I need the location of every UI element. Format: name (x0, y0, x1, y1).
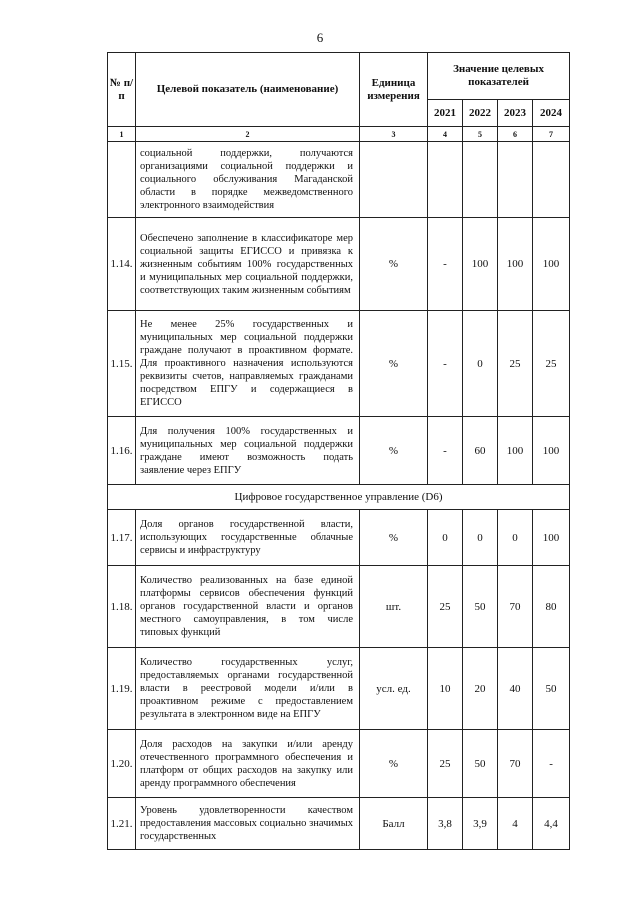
indicator-name: Для получения 100% государственных и муниципальных мер социальной поддержки граждане имеют возможность подать заявление через ЕПГУ (136, 417, 360, 485)
column-number: 2 (136, 127, 360, 142)
row-number: 1.17. (108, 510, 136, 566)
header-col-num: № п/п (108, 53, 136, 127)
value-2022 (463, 142, 498, 218)
table-row (108, 142, 570, 218)
table-row (108, 648, 570, 730)
indicator-name: социальной поддержки, получаются организациями социальной поддержки и социального обслуживания Магаданской области в порядке межведомственного электронного взаимодействия (136, 142, 360, 218)
value-2022: 0 (463, 510, 498, 566)
value-2022: 20 (463, 648, 498, 730)
row-unit: % (360, 311, 428, 417)
value-2021: 10 (428, 648, 463, 730)
row-number: 1.15. (108, 311, 136, 417)
column-number: 4 (428, 127, 463, 142)
value-2023: 70 (498, 566, 533, 648)
table-row (108, 417, 570, 485)
value-2021: - (428, 218, 463, 311)
header-col-unit: Единица измерения (360, 53, 428, 127)
row-unit: % (360, 510, 428, 566)
header-year: 2021 (428, 100, 463, 127)
value-2021: 0 (428, 510, 463, 566)
value-2023: 100 (498, 417, 533, 485)
value-2024: 100 (533, 510, 570, 566)
row-number: 1.16. (108, 417, 136, 485)
value-2024: 4,4 (533, 798, 570, 850)
value-2021: 25 (428, 730, 463, 798)
indicator-name: Доля расходов на закупки и/или аренду отечественного программного обеспечения и платформ от общих расходов на закупку или аренду программного обеспечения (136, 730, 360, 798)
value-2023: 0 (498, 510, 533, 566)
value-2022: 0 (463, 311, 498, 417)
table-row (108, 218, 570, 311)
row-number (108, 142, 136, 218)
row-unit: Балл (360, 798, 428, 850)
value-2022: 50 (463, 730, 498, 798)
row-unit: % (360, 730, 428, 798)
value-2023: 100 (498, 218, 533, 311)
column-number: 1 (108, 127, 136, 142)
value-2022: 100 (463, 218, 498, 311)
value-2023: 4 (498, 798, 533, 850)
row-number: 1.21. (108, 798, 136, 850)
value-2024 (533, 142, 570, 218)
row-number: 1.18. (108, 566, 136, 648)
value-2024: 25 (533, 311, 570, 417)
indicator-name: Доля органов государственной власти, использующих государственные облачные сервисы и инфраструктуру (136, 510, 360, 566)
header-col-values: Значение целевых показателей (428, 53, 570, 100)
value-2023: 70 (498, 730, 533, 798)
table-row (108, 730, 570, 798)
value-2024: 100 (533, 417, 570, 485)
indicator-name: Количество государственных услуг, предоставляемых органами государственной власти в реестровой модели и/или в проактивном режиме с предоставлением результата в электронном виде на ЕПГУ (136, 648, 360, 730)
value-2024: 80 (533, 566, 570, 648)
section-row (108, 485, 570, 510)
row-unit (360, 142, 428, 218)
value-2023: 25 (498, 311, 533, 417)
column-number: 5 (463, 127, 498, 142)
row-number: 1.20. (108, 730, 136, 798)
header-year: 2022 (463, 100, 498, 127)
indicator-name: Обеспечено заполнение в классификаторе мер социальной защиты ЕГИССО и привязка к жизненным событиям 100% государственных и муниципальных мер социальной поддержки, соответствующих таким жизненным событиям (136, 218, 360, 311)
indicator-name: Количество реализованных на базе единой платформы сервисов обеспечения функций органов государственной власти и органов местного самоуправления, в том числе типовых функций (136, 566, 360, 648)
value-2024: 100 (533, 218, 570, 311)
column-number: 6 (498, 127, 533, 142)
value-2024: 50 (533, 648, 570, 730)
indicators-table (107, 52, 570, 850)
indicator-name: Не менее 25% государственных и муниципальных мер социальной поддержки граждане получают в проактивном формате. Для проактивного назначения используются реквизиты счетов, направляемых гражданами посредством ЕПГУ и содержащиеся в ЕГИССО (136, 311, 360, 417)
value-2022: 60 (463, 417, 498, 485)
table-row (108, 311, 570, 417)
row-unit: усл. ед. (360, 648, 428, 730)
table-row (108, 566, 570, 648)
column-number: 7 (533, 127, 570, 142)
page-number: 6 (316, 30, 324, 45)
value-2021 (428, 142, 463, 218)
row-number: 1.14. (108, 218, 136, 311)
value-2024: - (533, 730, 570, 798)
value-2022: 50 (463, 566, 498, 648)
column-number: 3 (360, 127, 428, 142)
row-unit: шт. (360, 566, 428, 648)
value-2022: 3,9 (463, 798, 498, 850)
value-2021: - (428, 417, 463, 485)
header-year: 2024 (533, 100, 570, 127)
value-2021: - (428, 311, 463, 417)
row-number: 1.19. (108, 648, 136, 730)
indicator-name: Уровень удовлетворенности качеством предоставления массовых социально значимых государственных (136, 798, 360, 850)
value-2023 (498, 142, 533, 218)
row-unit: % (360, 218, 428, 311)
table-row (108, 510, 570, 566)
table-row (108, 798, 570, 850)
section-title: Цифровое государственное управление (D6) (108, 485, 570, 510)
value-2023: 40 (498, 648, 533, 730)
header-col-name: Целевой показатель (наименование) (136, 53, 360, 127)
header-year: 2023 (498, 100, 533, 127)
value-2021: 25 (428, 566, 463, 648)
row-unit: % (360, 417, 428, 485)
value-2021: 3,8 (428, 798, 463, 850)
